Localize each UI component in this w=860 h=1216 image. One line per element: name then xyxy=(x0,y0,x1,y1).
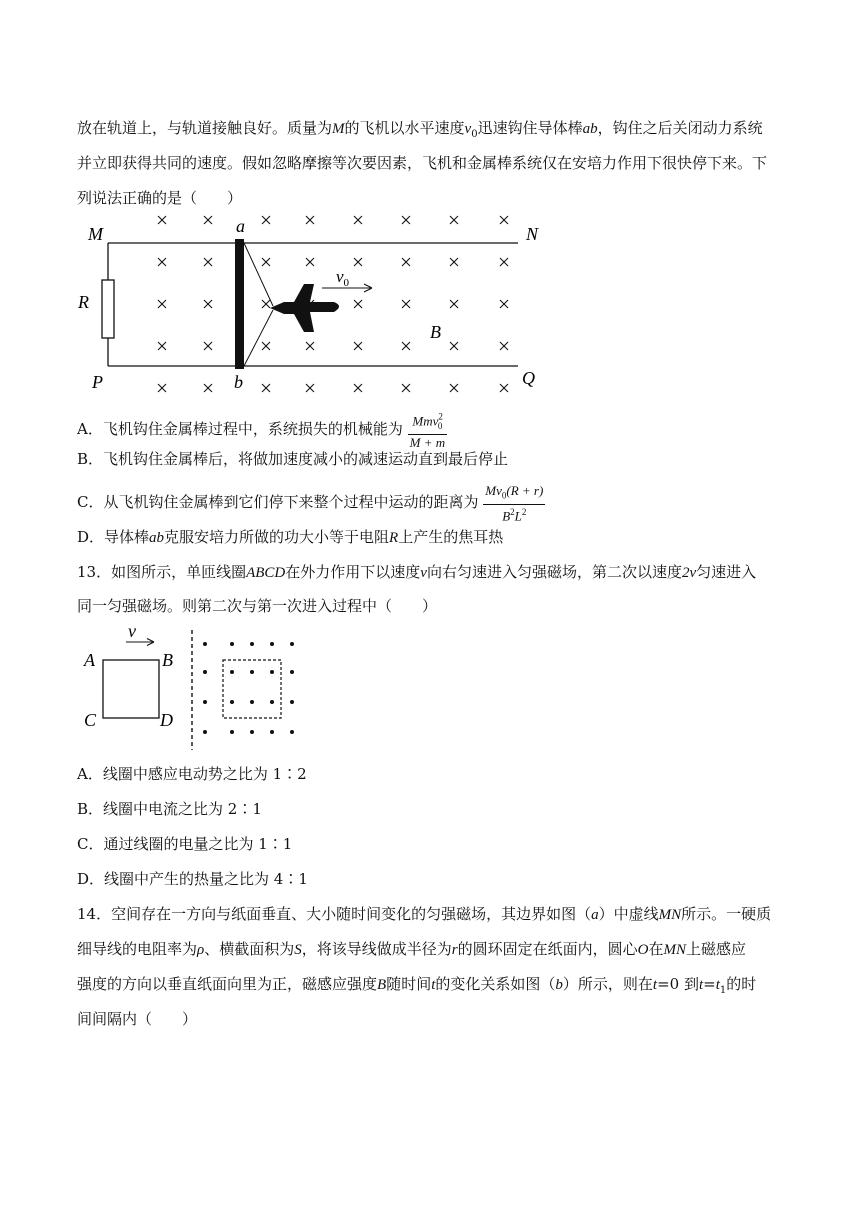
text: 放在轨道上，与轨道接触良好。质量为 xyxy=(77,119,333,137)
var-B: B xyxy=(377,977,387,993)
label-b: b xyxy=(234,372,243,392)
q13-line-1 xyxy=(77,562,756,583)
text: 的时 xyxy=(726,975,757,993)
text: 随时间 xyxy=(386,975,432,993)
q13-option-D: D．线圈中产生的热量之比为 4∶1 xyxy=(77,870,308,888)
var-t: t xyxy=(652,977,658,993)
v0-label: $v_0$ xyxy=(336,267,350,289)
label-B: B xyxy=(430,322,441,342)
var-ab: ab xyxy=(582,121,598,137)
var-b: b xyxy=(555,977,563,993)
num: Mmv xyxy=(412,413,439,429)
label-A: A xyxy=(84,650,95,670)
var-M: M xyxy=(332,121,345,137)
text: 所示。一硬质 xyxy=(681,905,772,923)
text: 在外力作用下以速度 xyxy=(285,563,421,581)
var-t: t xyxy=(431,977,436,993)
label-N: N xyxy=(526,224,539,244)
q13-option-A: A．线圈中感应电动势之比为 1∶2 xyxy=(77,765,307,783)
q13-option-B: B．线圈中电流之比为 2∶1 xyxy=(77,800,262,818)
var-O: O xyxy=(637,942,649,958)
sup: 2 xyxy=(521,506,527,517)
sub: 0 xyxy=(437,420,443,431)
text: 上产生的焦耳热 xyxy=(398,528,504,546)
text: ）中虚线 xyxy=(598,905,659,923)
intro-line-3: 列说法正确的是（ ） xyxy=(77,189,243,207)
var-v0: v xyxy=(464,121,472,137)
var-v: v xyxy=(420,565,427,581)
text: 13．如图所示，单匝线圈 xyxy=(77,563,247,581)
text: 迅速钩住导体棒 xyxy=(477,119,583,137)
field-dots xyxy=(203,642,294,734)
q14-line-2 xyxy=(77,939,746,960)
text: D．导体棒 xyxy=(77,528,150,546)
text: =0 到 xyxy=(657,975,699,993)
q14-line-3 xyxy=(77,974,756,1001)
sup: 2 xyxy=(510,506,515,517)
q13-line-2: 同一匀强磁场。则第二次与第一次进入过程中（ ） xyxy=(77,597,438,615)
label-D: D xyxy=(160,710,173,730)
text: 在 xyxy=(648,940,664,958)
label-M: M xyxy=(88,224,103,244)
text: 上磁感应 xyxy=(685,940,746,958)
option-C xyxy=(77,483,545,523)
label-a: a xyxy=(236,216,245,236)
text: 强度的方向以垂直纸面向里为正，磁感应强度 xyxy=(77,975,378,993)
subscript: 1 xyxy=(719,985,727,996)
text: 的圆环固定在纸面内，圆心 xyxy=(457,940,638,958)
intro-line-2: 并立即获得共同的速度。假如忽略摩擦等次要因素，飞机和金属棒系统仅在安培力作用下很快停下来。下 xyxy=(77,154,768,172)
figure-rails-plane xyxy=(78,210,558,400)
var-S: S xyxy=(294,942,302,958)
var-t1: t xyxy=(715,977,720,993)
label-P: P xyxy=(92,372,103,392)
figure-coil-field xyxy=(78,620,318,755)
den: B xyxy=(502,507,511,523)
text: 、横截面积为 xyxy=(204,940,295,958)
text: C．从飞机钩住金属棒到它们停下来整个过程中运动的距离为 xyxy=(77,492,479,511)
option-A xyxy=(77,410,447,450)
text: 匀速进入 xyxy=(696,563,757,581)
text: 向右匀速进入匀强磁场，第二次以速度 xyxy=(426,563,682,581)
text: 的变化关系如图（ xyxy=(435,975,556,993)
text: ，将该导线做成半径为 xyxy=(301,940,452,958)
num: Mv xyxy=(485,483,502,498)
q13-option-C: C．通过线圈的电量之比为 1∶1 xyxy=(77,835,293,853)
option-B: B．飞机钩住金属棒后，将做加速度减小的减速运动直到最后停止 xyxy=(77,450,509,468)
var-MN: MN xyxy=(663,942,686,958)
var-r: r xyxy=(451,942,458,958)
fraction xyxy=(408,410,448,450)
var-ABCD: ABCD xyxy=(246,565,286,581)
den-L: L xyxy=(514,507,522,523)
subscript: 0 xyxy=(471,129,478,140)
sup: 2 xyxy=(438,412,443,422)
option-D xyxy=(77,527,503,548)
q14-line-1 xyxy=(77,904,771,925)
label-R: R xyxy=(78,292,89,312)
label-C: C xyxy=(84,710,97,730)
fraction xyxy=(483,483,545,523)
intro-line-1 xyxy=(77,118,763,145)
paren: (R + r) xyxy=(506,483,544,498)
text: 细导线的电阻率为 xyxy=(77,940,198,958)
var-ab: ab xyxy=(149,530,165,546)
text: 14．空间存在一方向与纸面垂直、大小随时间变化的匀强磁场，其边界如图（ xyxy=(77,905,592,923)
text: A．飞机钩住金属棒过程中，系统损失的机械能为 xyxy=(77,419,403,438)
text: 克服安培力所做的功大小等于电阻 xyxy=(164,528,390,546)
sub: 0 xyxy=(501,490,507,501)
q14-line-4: 间间隔内（ ） xyxy=(77,1010,198,1028)
var-MN: MN xyxy=(658,907,682,923)
var-R: R xyxy=(389,530,399,546)
label-B: B xyxy=(162,650,173,670)
var-a: a xyxy=(591,907,599,923)
plane-icon xyxy=(270,284,339,332)
den: M + m xyxy=(409,434,446,450)
text: = xyxy=(703,975,716,993)
label-Q: Q xyxy=(522,368,535,388)
var-2v: 2v xyxy=(681,565,697,581)
var-rho: ρ xyxy=(197,942,205,958)
var-t: t xyxy=(698,977,704,993)
text: ，钩住之后关闭动力系统 xyxy=(597,119,763,137)
text: ）所示，则在 xyxy=(562,975,653,993)
text: 的飞机以水平速度 xyxy=(344,119,465,137)
label-v: v xyxy=(128,621,136,641)
